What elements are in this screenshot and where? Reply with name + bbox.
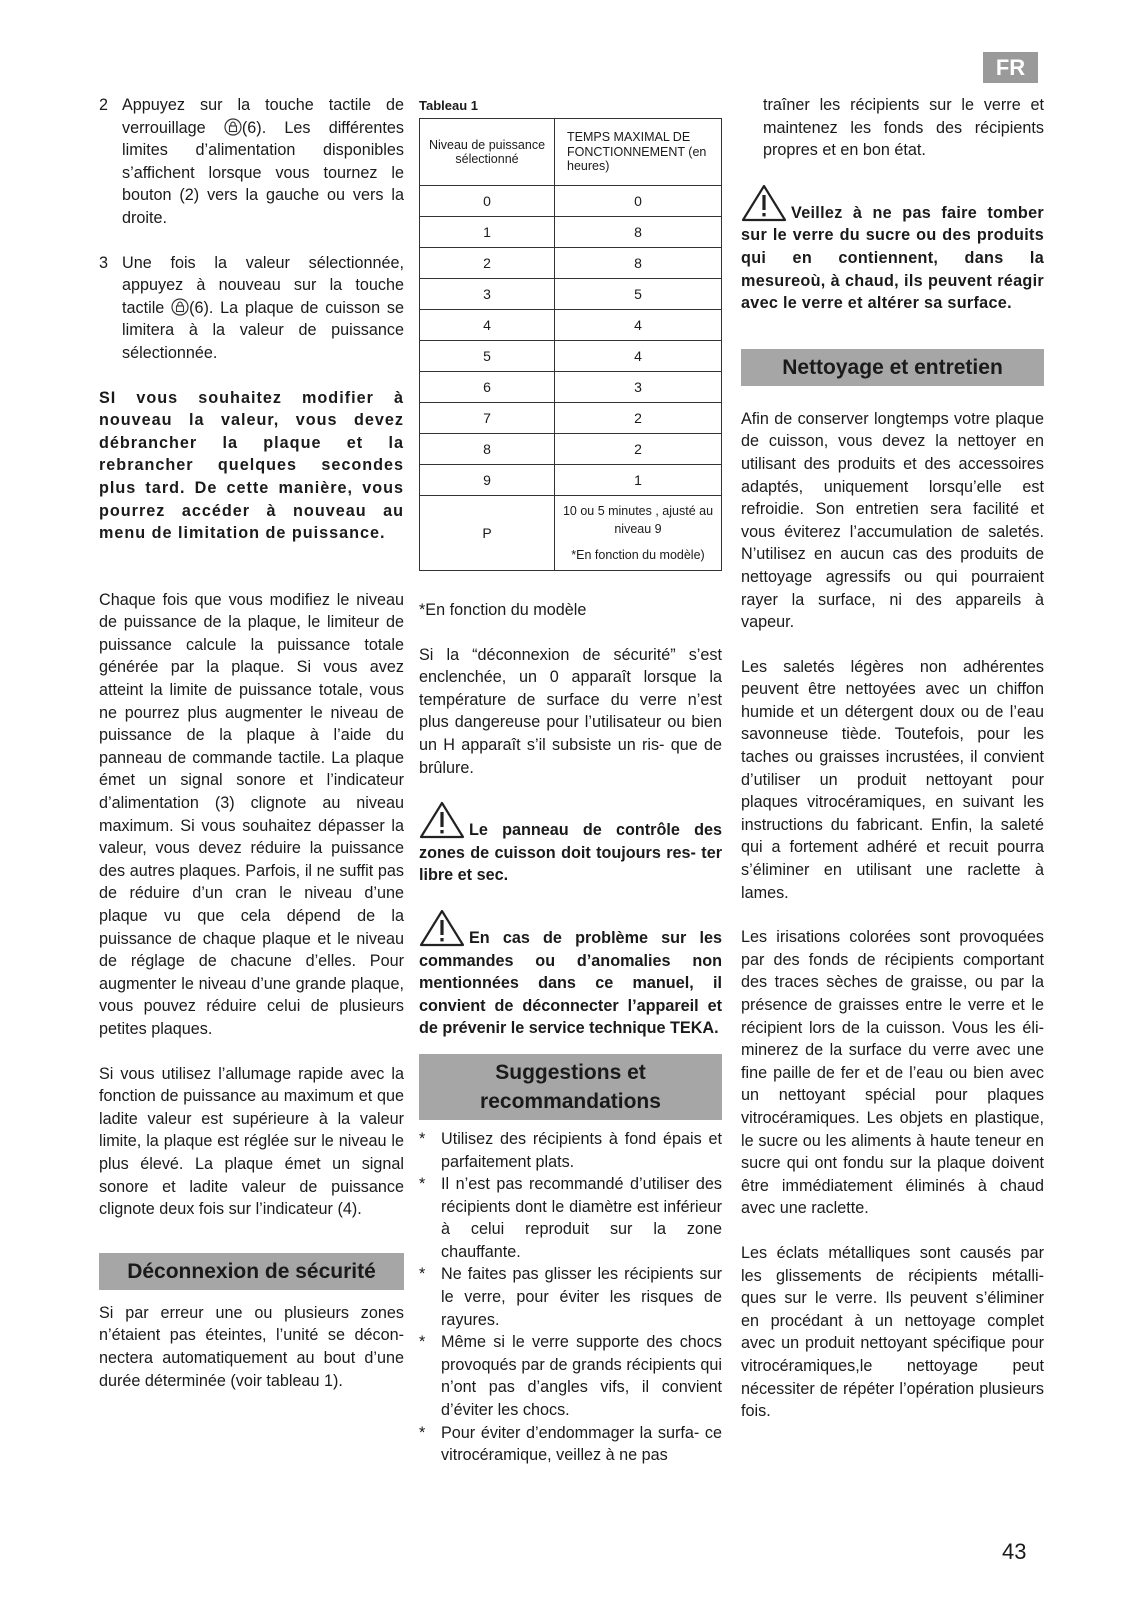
warning-triangle-icon <box>741 184 787 222</box>
table-row <box>420 248 722 279</box>
table-cell-level: P <box>420 496 555 571</box>
table-cell-time: 3 <box>555 372 722 403</box>
page-number: 43 <box>1002 1539 1027 1564</box>
table-cell-time: 4 <box>555 341 722 372</box>
table-cell-level: 7 <box>420 403 555 434</box>
step-number: 3 <box>99 253 109 272</box>
table-row <box>420 310 722 341</box>
table-row <box>420 434 722 465</box>
table-row-p <box>420 496 722 571</box>
table-cell-level: 3 <box>420 279 555 310</box>
section-heading-suggestions: Suggestions et recommandations <box>419 1054 722 1120</box>
step-text: Appuyez sur la touche tactile de verrouillage <box>122 96 404 137</box>
lock-key-icon <box>171 298 189 316</box>
bullet-mark: * <box>419 1129 426 1148</box>
column-middle <box>419 98 722 1467</box>
table-cell-time: 1 <box>555 465 722 496</box>
paragraph: Chaque fois que vous modifiez le niveau de puissance de la plaque, le limiteur de puissance calcule la puissance totale générée par la plaque. Si vous avez atteint la limite de puissance totale, vous ne pourrez plus augmenter le niveau de puissance de la plaque à l’aide du panneau de commande tactile. La plaque émet un signal sonore et l’indicateur d’alimentation (3) clignote au niveau maximum. Si vous souhaitez dépasser la valeur, vous devez réduire la puissance des autres plaques. Parfois, il ne suffit pas de réduire d’un cran le niveau d’une plaque vu que cela dépend de la puissance de chaque plaque et le niveau de réglage de chacune d’elles. Pour augmenter le niveau d’une grande plaque, vous pouvez réduire celui de plusieurs petites plaques. <box>99 590 404 1038</box>
table-row <box>420 403 722 434</box>
table-cell-level: 6 <box>420 372 555 403</box>
table-header-level: Niveau de puissance sélectionné <box>420 119 555 186</box>
paragraph: Les irisations colorées sont provoquées par des fonds de récipients comportant des traces sèches de graisse, ou par la présence de graisses entre le verre et le récipient lors de la cuisson. Vous les éli- minerez de la surface du verre avec une fine paille de fer et de l’eau ou bien avec un nettoyant spécial pour plaques vitrocéramiques. Les objets en plastique, le sucre ou les aliments à haute teneur en sucre qui ont fondu sur la plaque doivent être immédiatement éliminés à chaud avec une raclette. <box>741 928 1044 1218</box>
step-2 <box>99 94 404 230</box>
lock-key-icon <box>224 118 242 136</box>
step-text-cont: (6). La plaque de cuisson se limitera à la valeur de puissance sélectionnée. <box>122 298 404 362</box>
table-cell-level: 9 <box>420 465 555 496</box>
table-header-time: TEMPS MAXIMAL DE FONCTIONNEMENT (en heures) <box>555 119 722 186</box>
table-cell-time: 0 <box>555 186 722 217</box>
section-heading-safety: Déconnexion de sécurité <box>99 1253 404 1290</box>
list-item <box>419 1422 722 1467</box>
table-cell-time: 8 <box>555 248 722 279</box>
bullet-mark: * <box>419 1265 426 1284</box>
table-cell-level: 1 <box>420 217 555 248</box>
step-text: Une fois la valeur sélectionnée, appuyez à nouveau sur la touche tactile <box>122 253 404 317</box>
step-3 <box>99 252 404 365</box>
bullet-mark: * <box>419 1333 426 1352</box>
warning-text: Le panneau de contrôle des zones de cuisson doit toujours res- ter libre et sec. <box>419 821 722 885</box>
table-row <box>420 186 722 217</box>
list-item <box>419 1331 722 1421</box>
warning-text: En cas de problème sur les commandes ou d’anomalies non mentionnées dans ce manuel, il convient de déconnecter l’appareil et de prévenir le service technique TEKA. <box>419 928 722 1038</box>
step-text-cont: (6). Les différentes limites d’alimentation disponibles s’affichent lorsque vous tournez le bouton (2) vers la gauche ou vers la droite. <box>122 118 405 227</box>
table-row <box>420 217 722 248</box>
table-caption: Tableau 1 <box>419 98 479 113</box>
list-item <box>419 1128 722 1173</box>
table-cell-level: 8 <box>420 434 555 465</box>
bullet-mark: * <box>419 1423 426 1442</box>
column-left <box>99 94 404 1392</box>
table-cell-time <box>555 496 722 571</box>
table-row <box>420 341 722 372</box>
list-item-text: Ne faites pas glisser les récipients sur le verre, pour éviter les risques de rayures. <box>441 1265 722 1329</box>
list-item <box>419 1173 722 1263</box>
p-level-time: 10 ou 5 minutes , ajusté au niveau 9 <box>562 504 714 536</box>
warning-note <box>419 801 722 887</box>
paragraph: Si par erreur une ou plusieurs zones n’étaient pas éteintes, l’unité se décon- nectera automatiquement au bout d’une durée déterminée (voir tableau 1). <box>99 1303 404 1390</box>
paragraph: Si vous utilisez l’allumage rapide avec la fonction de puissance au maximum et que ladite valeur est supérieure à la valeur limite, la plaque est réglée sur le niveau le plus élevé. La plaque émet un signal sonore et ladite valeur de puissance clignote deux fois sur l’indicateur (4). <box>99 1064 404 1219</box>
table-cell-level: 0 <box>420 186 555 217</box>
list-item-text: Même si le verre supporte des chocs provoqués par de grands récipients qui n’ont pas d’angles vifs, il convient d’éviter les chocs. <box>441 1333 722 1420</box>
list-item-continuation: traîner les récipients sur le verre et maintenez les fonds des récipients propres et en bon état. <box>763 96 1044 160</box>
table-row <box>420 279 722 310</box>
table-cell-level: 4 <box>420 310 555 341</box>
warning-triangle-icon <box>419 909 465 947</box>
bold-note: SI vous souhaitez modifier à nouveau la valeur, vous devez débrancher la plaque et la rebrancher quelques secondes plus tard. De cette manière, vous pourrez accéder à nouveau au menu de limitation de puissance. <box>99 388 404 543</box>
table-cell-time: 2 <box>555 403 722 434</box>
table-cell-time: 4 <box>555 310 722 341</box>
warning-text: Veillez à ne pas faire tomber sur le verre du sucre ou des produits qui en contiennent, dans la mesureoù, à chaud, ils peuvent réagir avec le verre et altérer sa surface. <box>741 203 1044 313</box>
shutdown-table <box>419 118 722 571</box>
warning-note <box>741 184 1044 315</box>
list-item <box>419 1263 722 1331</box>
list-item-text: Pour éviter d’endommager la surfa- ce vitrocéramique, veillez à ne pas <box>441 1423 722 1465</box>
table-cell-time: 8 <box>555 217 722 248</box>
table-row <box>420 372 722 403</box>
table-cell-time: 2 <box>555 434 722 465</box>
table-row <box>420 465 722 496</box>
language-badge: FR <box>983 52 1038 83</box>
p-level-note: *En fonction du modèle) <box>571 548 705 562</box>
table-cell-level: 2 <box>420 248 555 279</box>
list-item-text: Il n’est pas recommandé d’utiliser des récipients dont le diamètre est inférieur à celui reproduit sur la zone chauffante. <box>441 1175 722 1261</box>
step-number: 2 <box>99 96 109 114</box>
paragraph: Afin de conserver longtemps votre plaque de cuisson, vous devez la nettoyer en utilisant des produits et des accessoires adaptés, uniquement lorsqu’elle est refroidie. Son entretien sera facilité et vous éviterez l’accumulation de saletés. N’utilisez en aucun cas des produits de nettoyage agressifs ou qui pourraient rayer la surface, ni des appareils à vapeur. <box>741 409 1044 632</box>
section-heading-cleaning: Nettoyage et entretien <box>741 349 1044 386</box>
paragraph: Les saletés légères non adhérentes peuvent être nettoyées avec un chiffon humide et un détergent doux ou de l’eau savonneuse tiède. Toutefois, pour les taches ou graisses incrustées, il convient d’utiliser un produit nettoyant pour plaques vitrocéramiques, en suivant les instructions du fabricant. Enfin, la saleté qui a fortement adhéré et recuit pourra s’éliminer en utilisant une raclette à lames. <box>741 657 1044 902</box>
warning-triangle-icon <box>419 801 465 839</box>
paragraph: Les éclats métalliques sont causés par les glissements de récipients métalli- ques sur le verre. Ils peuvent s’éliminer en procédant à un nettoyage complet avec un produit nettoyant spécifique pour vitrocéramiques,le nettoyage peut nécessiter de répéter l’opération plusieurs fois. <box>741 1243 1044 1421</box>
warning-note <box>419 909 722 1040</box>
list-item-text: Utilisez des récipients à fond épais et parfaitement plats. <box>441 1129 722 1171</box>
table-cell-time: 5 <box>555 279 722 310</box>
bullet-list <box>419 1128 722 1467</box>
table-footnote: *En fonction du modèle <box>419 601 587 619</box>
column-right <box>741 94 1044 1423</box>
bullet-mark: * <box>419 1175 426 1194</box>
paragraph: Si la “déconnexion de sécurité” s’est enclenchée, un 0 apparaît lorsque la température de surface du verre n’est plus dangereuse pour l’utilisateur ou bien un H apparaît s’il subsiste un ris- que de brûlure. <box>419 645 722 777</box>
table-cell-level: 5 <box>420 341 555 372</box>
